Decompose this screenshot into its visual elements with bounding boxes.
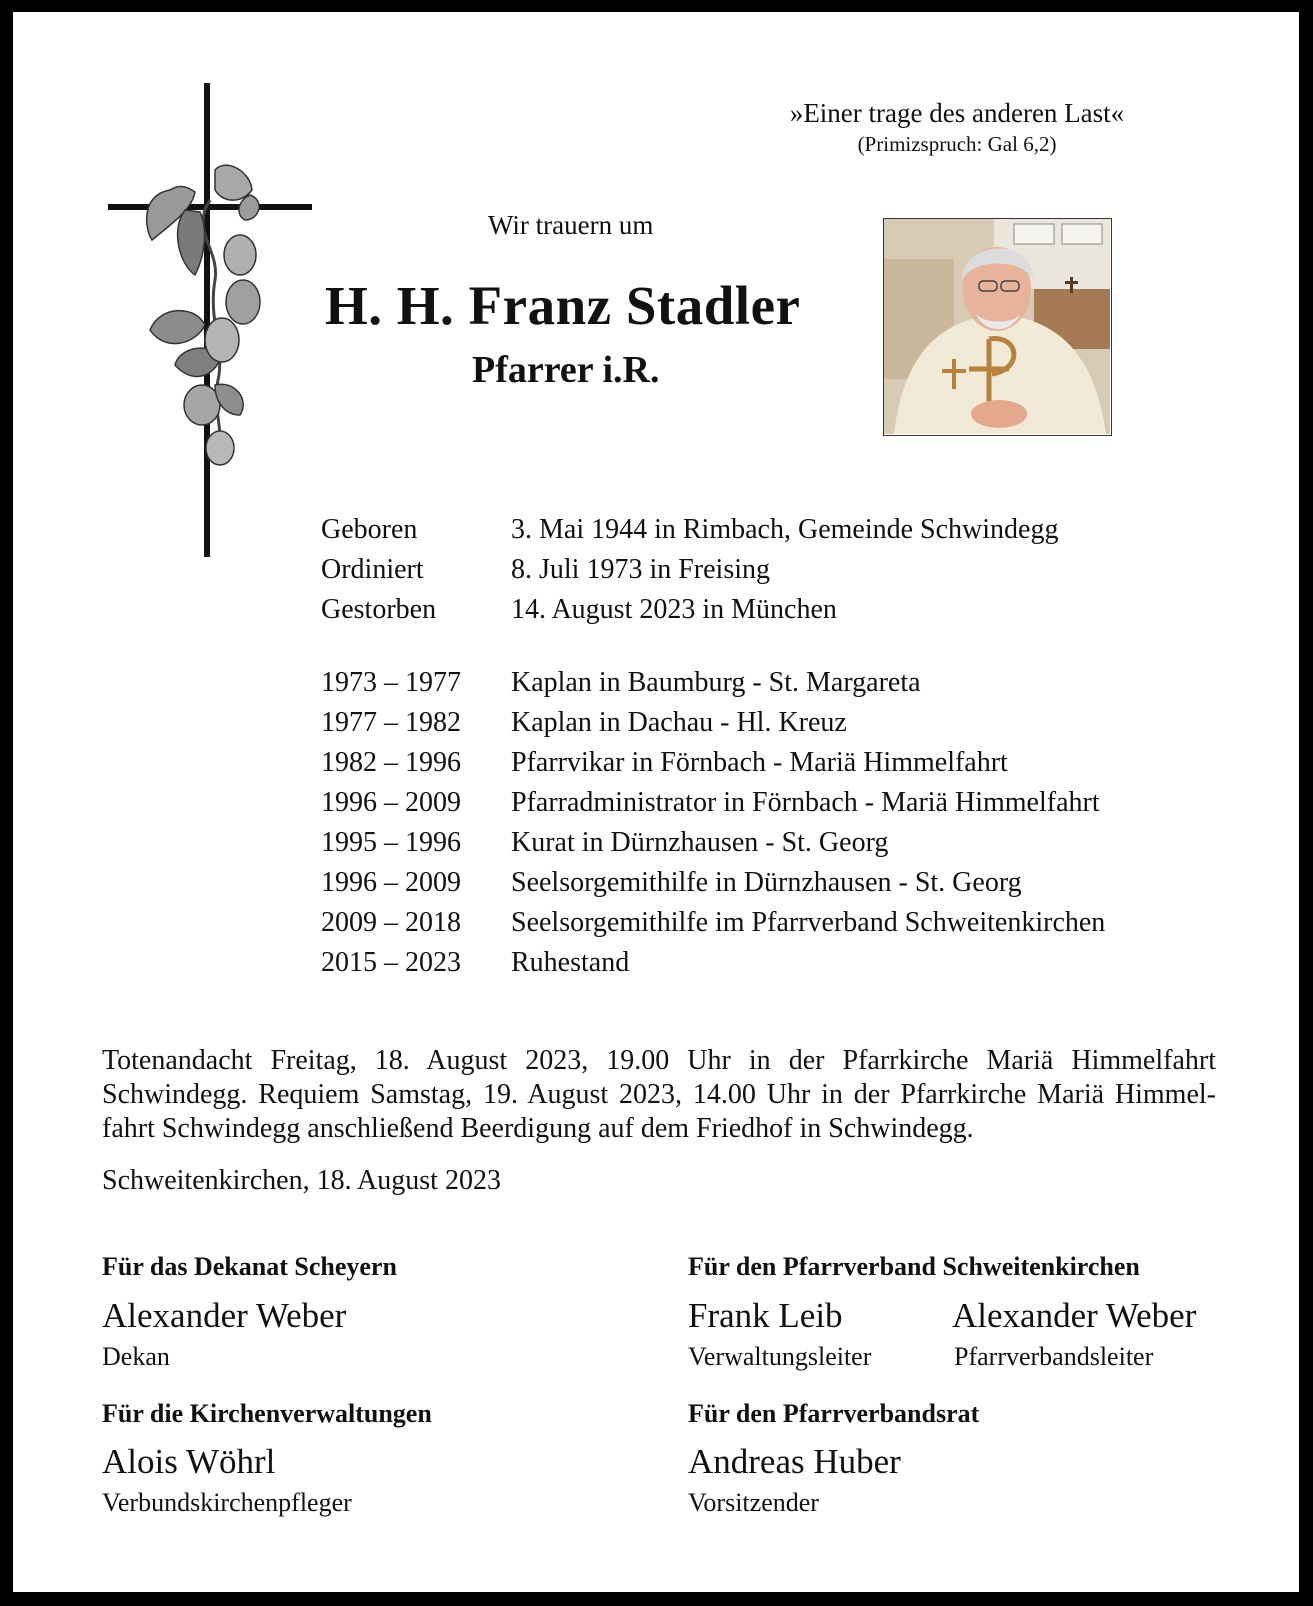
signature-role: Vorsitzender [688,1488,819,1517]
intro-text: Wir trauern um [488,210,654,240]
career-row [321,943,1105,983]
fact-label: Geboren [321,514,418,545]
career-role: Kurat in Dürnzhausen - St. Georg [511,827,889,858]
signature-name: Alexander Weber [102,1296,347,1335]
career-row [321,703,1105,743]
signature-role: Pfarrverbandsleiter [954,1342,1154,1371]
career-years: 1996 – 2009 [321,867,461,898]
career-years: 2009 – 2018 [321,907,461,938]
career-years: 1982 – 1996 [321,747,461,778]
career-role: Pfarradministrator in Förnbach - Mariä Himmelfahrt [511,787,1100,818]
signature-name: Alois Wöhrl [102,1442,276,1481]
fact-label: Gestorben [321,594,437,625]
career-row [321,903,1105,943]
career-row [321,663,1105,703]
fact-value: 8. Juli 1973 in Freising [511,554,771,585]
portrait-photo [883,218,1112,436]
signature-role: Dekan [102,1342,170,1371]
announcement-line: Schwindegg. Requiem Samstag, 19. August 2023, 14.00 Uhr in der Pfarrkirche Mariä Himmel- [102,1079,1216,1110]
career-role: Kaplan in Baumburg - St. Margareta [511,667,921,698]
career-row [321,783,1105,823]
announcement-line: fahrt Schwindegg anschließend Beerdigung auf dem Friedhof in Schwindegg. [102,1113,974,1144]
career-row [321,863,1105,903]
career-role: Pfarrvikar in Förnbach - Mariä Himmelfahrt [511,747,1008,778]
life-facts [321,510,1058,630]
career-years: 1977 – 1982 [321,707,461,738]
signature-org-kirchenverwaltungen: Für die Kirchenverwaltungen [102,1399,432,1428]
signature-role: Verbundskirchenpfleger [102,1488,352,1517]
signature-org-dekanat: Für das Dekanat Scheyern [102,1252,397,1281]
signature-name: Alexander Weber [952,1296,1197,1335]
motto-source: (Primizspruch: Gal 6,2) [857,132,1057,156]
career-role: Kaplan in Dachau - Hl. Kreuz [511,707,847,738]
service-announcement [102,1044,1216,1146]
career-role: Seelsorgemithilfe im Pfarrverband Schweitenkirchen [511,907,1106,938]
fact-value: 14. August 2023 in München [511,594,837,625]
signature-name: Andreas Huber [688,1442,901,1481]
place-date: Schweitenkirchen, 18. August 2023 [102,1165,501,1196]
career-role: Seelsorgemithilfe in Dürnzhausen - St. Georg [511,867,1022,898]
signature-org-pfarrverbandsrat: Für den Pfarrverbandsrat [688,1399,980,1428]
cross-with-hops-icon [100,80,315,560]
career-years: 1996 – 2009 [321,787,461,818]
career-years: 2015 – 2023 [321,947,461,978]
career-row [321,743,1105,783]
motto-quote: »Einer trage des anderen Last« [789,98,1125,128]
fact-label: Ordiniert [321,554,424,585]
signature-org-pfarrverband: Für den Pfarrverband Schweitenkirchen [688,1252,1140,1281]
fact-value: 3. Mai 1944 in Rimbach, Gemeinde Schwindegg [511,514,1059,545]
career-row [321,823,1105,863]
deceased-name: H. H. Franz Stadler [325,275,801,336]
fact-row [321,550,1058,590]
announcement-line: Totenandacht Freitag, 18. August 2023, 19.00 Uhr in der Pfarrkirche Mariä Himmelfahrt [102,1045,1216,1076]
career-role: Ruhestand [511,947,630,978]
signature-role: Verwaltungsleiter [688,1342,872,1371]
fact-row [321,590,1058,630]
career-list [321,663,1105,983]
signature-name: Frank Leib [688,1296,843,1335]
career-years: 1995 – 1996 [321,827,461,858]
deceased-title: Pfarrer i.R. [472,349,660,391]
fact-row [321,510,1058,550]
career-years: 1973 – 1977 [321,667,461,698]
